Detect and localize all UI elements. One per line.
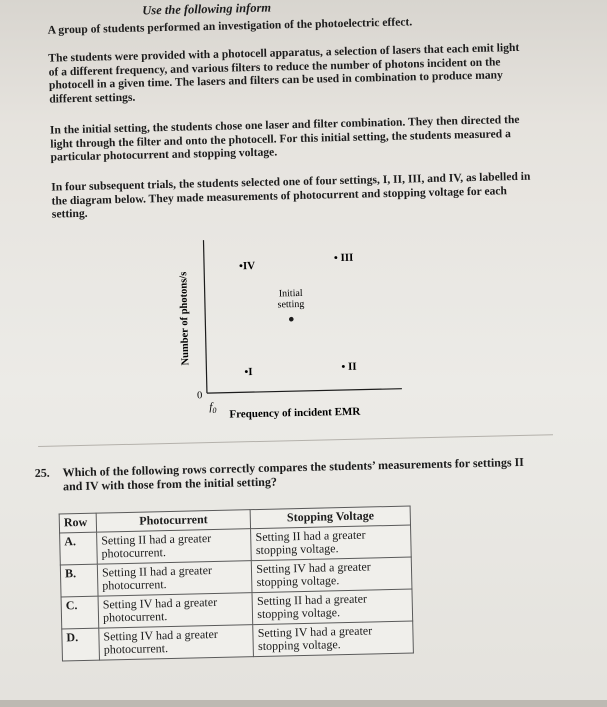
row-b-stopping-voltage: Setting IV had a greater stopping voltage.	[252, 557, 412, 593]
row-d-stopping-voltage: Setting IV had a greater stopping voltage.	[253, 621, 413, 657]
intro-paragraph-1: A group of students performed an investigation of the photoelectric effect.	[47, 15, 413, 37]
diagram-svg	[33, 220, 553, 446]
intro-paragraph-2: The students were provided with a photocell apparatus, a selection of lasers that each emit light of a different frequency, and various filters to reduce the number of photons incident on the photocell in a given time. The lasers and filters can be used in combination to produce many different settings.	[48, 40, 520, 106]
point-IV: •IV	[238, 259, 256, 273]
question-text: Which of the following rows correctly compares the students’ measurements for settings II and IV with those from the initial setting?	[62, 454, 525, 494]
intro-paragraph-4: In four subsequent trials, the students selected one of four settings, I, II, III, and IV, as labelled in the diagram below. They made measurements of photocurrent and stopping voltage for each setting.	[51, 169, 531, 221]
answer-table	[59, 506, 414, 661]
row-label-a: A.	[60, 532, 98, 565]
initial-setting-dot	[289, 317, 294, 322]
settings-diagram	[33, 220, 553, 447]
intro-paragraph-3: In the initial setting, the students chose one laser and filter combination. They then directed the light through the filter and onto the photocell. For this initial setting, the students measured a particular photocurrent and stopping voltage.	[49, 112, 520, 164]
point-I: •I	[244, 366, 253, 379]
x-axis-line	[207, 389, 402, 393]
row-a-stopping-voltage: Setting II had a greater stopping voltage.	[251, 525, 411, 561]
threshold-frequency-label: $f_0$	[209, 401, 217, 416]
row-a-photocurrent: Setting II had a greater photocurrent.	[97, 528, 252, 563]
row-b-photocurrent: Setting II had a greater photocurrent.	[97, 560, 252, 595]
x-axis-label: Frequency of incident EMR	[229, 405, 361, 421]
header-row: Row	[59, 513, 96, 532]
point-III: • III	[333, 251, 354, 265]
initial-setting-label-line2: setting	[277, 298, 305, 311]
y-axis-line	[203, 240, 206, 393]
row-c-stopping-voltage: Setting II had a greater stopping voltage.	[252, 589, 412, 625]
section-header: Use the following inform	[142, 0, 272, 18]
question-number: 25.	[34, 465, 50, 481]
header-stopping-voltage: Stopping Voltage	[250, 506, 410, 528]
row-d-photocurrent: Setting IV had a greater photocurrent.	[99, 624, 254, 659]
point-II: • II	[341, 360, 357, 374]
origin-label: 0	[196, 390, 203, 402]
row-c-photocurrent: Setting IV had a greater photocurrent.	[98, 592, 253, 627]
row-label-b: B.	[60, 564, 98, 597]
y-axis-label: Number of photons/s	[178, 271, 192, 366]
table-row[interactable]	[62, 621, 414, 661]
row-label-d: D.	[62, 628, 100, 661]
row-label-c: C.	[61, 596, 99, 629]
initial-setting-label-line1: Initial	[278, 287, 303, 300]
header-photocurrent: Photocurrent	[96, 510, 251, 532]
